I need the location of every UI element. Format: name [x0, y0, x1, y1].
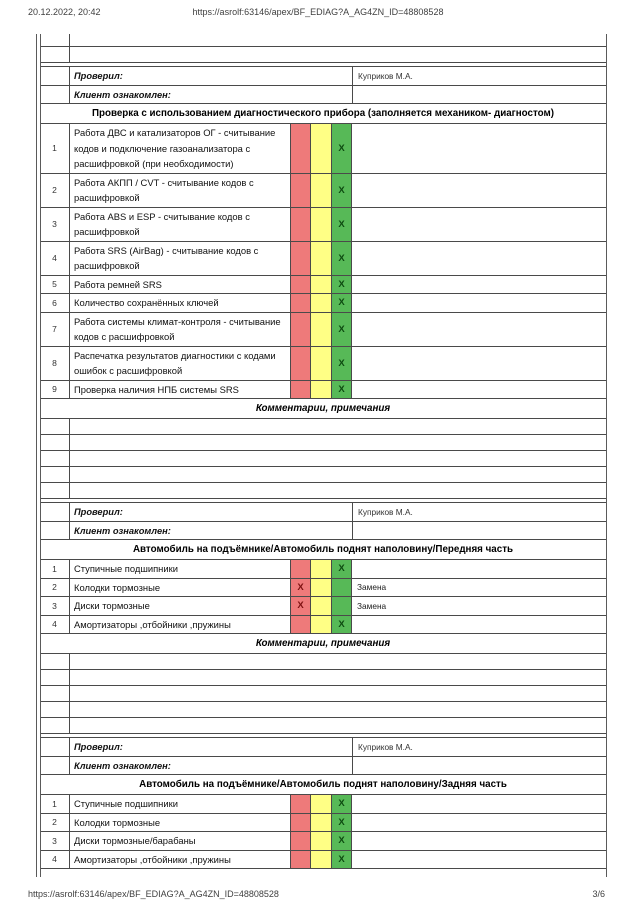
status-cell-yellow: [311, 381, 332, 399]
status-cell-red: [291, 347, 311, 380]
row-note: Замена: [357, 600, 387, 611]
status-cell-yellow: [311, 294, 332, 312]
status-cell-yellow: [311, 313, 332, 346]
print-header-url: https://asrolf:63146/apex/BF_EDIAG?A_AG4ZN_ID=48808528: [192, 7, 444, 17]
status-cell-green: [332, 597, 352, 615]
row-number: 2: [40, 174, 70, 207]
row-number: 3: [40, 597, 70, 615]
status-cell-yellow: [311, 597, 332, 615]
checked-by-label: Проверил:: [70, 738, 353, 756]
page-indicator: 3/6: [592, 889, 605, 899]
client-informed-label: Клиент ознакомлен:: [70, 86, 353, 103]
comment-row: [40, 466, 606, 482]
checklist-row: [40, 346, 606, 380]
checklist-row: [40, 293, 606, 312]
status-cell-green: X: [332, 560, 352, 578]
row-note: [352, 242, 606, 275]
checklist-row: [40, 207, 606, 241]
status-cell-red: [291, 124, 311, 173]
row-label: Диски тормозные: [70, 597, 291, 615]
status-cell-green: X: [332, 124, 352, 173]
status-cell-yellow: [311, 347, 332, 380]
row-number: 2: [40, 579, 70, 597]
row-note: [352, 174, 606, 207]
row-number: 1: [40, 124, 70, 173]
row-note: [352, 347, 606, 380]
row-number: 3: [40, 832, 70, 850]
row-number: 3: [40, 208, 70, 241]
checklist-row: [40, 794, 606, 813]
status-cell-red: [291, 174, 311, 207]
row-note: [352, 814, 606, 832]
comment-row: [40, 717, 606, 733]
checked-by-label: Проверил:: [70, 67, 353, 85]
section-header: [40, 774, 606, 794]
status-cell-yellow: [311, 832, 332, 850]
status-cell-red: [291, 851, 311, 869]
row-note: [352, 124, 606, 173]
checklist-row: [40, 275, 606, 294]
row-note: [352, 832, 606, 850]
sign-row-checked: [40, 67, 606, 85]
sign-row-client: [40, 756, 606, 774]
row-label: Работа системы климат-контроля - считывание кодов с расшифровкой: [70, 313, 291, 346]
print-header-datetime: 20.12.2022, 20:42: [28, 7, 101, 17]
sign-row-checked: [40, 738, 606, 756]
status-cell-red: [291, 242, 311, 275]
row-number: 7: [40, 313, 70, 346]
status-cell-red: [291, 294, 311, 312]
comments-header: [40, 398, 606, 418]
status-cell-red: [291, 560, 311, 578]
row-label: Колодки тормозные: [70, 579, 291, 597]
section-title: Автомобиль на подъёмнике/Автомобиль поднят наполовину/Передняя часть: [132, 544, 514, 555]
row-note: Замена: [357, 582, 387, 593]
checklist-row: [40, 578, 606, 597]
status-cell-yellow: [311, 579, 332, 597]
comment-row: [40, 701, 606, 717]
sign-row-client: [40, 85, 606, 103]
section-diagnostics: [40, 66, 606, 499]
status-cell-red: X: [291, 597, 311, 615]
carryover-row: [40, 34, 606, 46]
row-note: [352, 851, 606, 869]
row-label: Диски тормозные/барабаны: [70, 832, 291, 850]
client-informed-value: [353, 522, 606, 539]
row-label: Проверка наличия НПБ системы SRS: [70, 381, 291, 399]
checklist-row: [40, 241, 606, 275]
comment-row: [40, 653, 606, 669]
row-label: Работа SRS (AirBag) - считывание кодов с расшифровкой: [70, 242, 291, 275]
row-label: Колодки тормозные: [70, 814, 291, 832]
status-cell-green: X: [332, 381, 352, 399]
status-cell-yellow: [311, 795, 332, 813]
status-cell-yellow: [311, 851, 332, 869]
section-front-axle: [40, 502, 606, 734]
status-cell-green: X: [332, 313, 352, 346]
status-cell-green: [332, 579, 352, 597]
status-cell-yellow: [311, 208, 332, 241]
checklist-row: [40, 173, 606, 207]
row-number: 8: [40, 347, 70, 380]
checklist-row: [40, 615, 606, 634]
comments-header: [40, 633, 606, 653]
status-cell-red: [291, 381, 311, 399]
row-note: [352, 560, 606, 578]
status-cell-green: X: [332, 795, 352, 813]
inner-left-rail: [40, 34, 41, 877]
row-label: Количество сохранённых ключей: [70, 294, 291, 312]
status-cell-green: X: [332, 208, 352, 241]
status-cell-yellow: [311, 242, 332, 275]
checklist-row: [40, 559, 606, 578]
row-note: [352, 313, 606, 346]
row-note: [352, 795, 606, 813]
status-cell-green: X: [332, 294, 352, 312]
section-title: Проверка с использованием диагностического прибора (заполняется механиком- диагностом): [91, 108, 555, 119]
status-cell-yellow: [311, 124, 332, 173]
status-cell-green: X: [332, 174, 352, 207]
row-number: 5: [40, 276, 70, 294]
status-cell-green: X: [332, 832, 352, 850]
checklist-row: [40, 380, 606, 399]
checked-by-label: Проверил:: [70, 503, 353, 521]
print-footer-url: https://asrolf:63146/apex/BF_EDIAG?A_AG4ZN_ID=48808528: [28, 889, 279, 899]
carryover-block: [40, 34, 606, 63]
row-label: Работа ремней SRS: [70, 276, 291, 294]
status-cell-red: [291, 313, 311, 346]
row-label: Ступичные подшипники: [70, 560, 291, 578]
print-header: [0, 0, 636, 34]
comment-row: [40, 434, 606, 450]
status-cell-green: X: [332, 242, 352, 275]
status-cell-yellow: [311, 560, 332, 578]
status-cell-green: X: [332, 347, 352, 380]
checked-by-value: Куприков М.А.: [358, 507, 413, 517]
section-rear-axle: [40, 737, 606, 869]
status-cell-yellow: [311, 616, 332, 634]
status-cell-red: X: [291, 579, 311, 597]
row-number: 4: [40, 616, 70, 634]
table-continuation-stub: [36, 869, 607, 877]
checklist-row: [40, 831, 606, 850]
checked-by-value: Куприков М.А.: [358, 742, 413, 752]
client-informed-value: [353, 757, 606, 774]
status-cell-red: [291, 616, 311, 634]
row-note: [352, 208, 606, 241]
row-label: Работа АКПП / CVT - считывание кодов с расшифровкой: [70, 174, 291, 207]
checklist-row: [40, 123, 606, 173]
row-label: Ступичные подшипники: [70, 795, 291, 813]
client-informed-label: Клиент ознакомлен:: [70, 757, 353, 774]
status-cell-green: X: [332, 616, 352, 634]
section-header: [40, 539, 606, 559]
comments-title: Комментарии, примечания: [255, 403, 391, 414]
sign-row-client: [40, 521, 606, 539]
row-note: [352, 276, 606, 294]
right-rail: [606, 34, 607, 877]
status-cell-red: [291, 208, 311, 241]
row-label: Амортизаторы ,отбойники ,пружины: [70, 616, 291, 634]
status-cell-red: [291, 832, 311, 850]
row-number: 1: [40, 795, 70, 813]
client-informed-label: Клиент ознакомлен:: [70, 522, 353, 539]
comment-row: [40, 482, 606, 498]
row-label: Работа ДВС и катализаторов ОГ - считывание кодов и подключение газоанализатора с расшифровкой (при необходимости): [70, 124, 291, 173]
comments-title: Комментарии, примечания: [255, 638, 391, 649]
row-note: [352, 381, 606, 399]
row-number: 1: [40, 560, 70, 578]
comment-row: [40, 450, 606, 466]
row-note: [352, 294, 606, 312]
status-cell-yellow: [311, 276, 332, 294]
row-number: 6: [40, 294, 70, 312]
print-footer: [0, 889, 636, 899]
status-cell-red: [291, 795, 311, 813]
comment-row: [40, 685, 606, 701]
status-cell-green: X: [332, 276, 352, 294]
row-number: 4: [40, 851, 70, 869]
row-label: Распечатка результатов диагностики с кодами ошибок с расшифровкой: [70, 347, 291, 380]
row-label: Амортизаторы ,отбойники ,пружины: [70, 851, 291, 869]
checklist-row: [40, 312, 606, 346]
status-cell-green: X: [332, 851, 352, 869]
row-note: [352, 616, 606, 634]
row-number: 9: [40, 381, 70, 399]
row-number: 2: [40, 814, 70, 832]
status-cell-red: [291, 276, 311, 294]
status-cell-yellow: [311, 814, 332, 832]
comment-row: [40, 669, 606, 685]
section-header: [40, 103, 606, 123]
checked-by-value: Куприков М.А.: [358, 71, 413, 81]
document-sheet: [36, 34, 607, 877]
row-label: Работа ABS и ESP - считывание кодов с расшифровкой: [70, 208, 291, 241]
client-informed-value: [353, 86, 606, 103]
status-cell-red: [291, 814, 311, 832]
status-cell-yellow: [311, 174, 332, 207]
comment-row: [40, 418, 606, 434]
carryover-row: [40, 46, 606, 62]
sign-row-checked: [40, 503, 606, 521]
checklist-row: [40, 850, 606, 869]
row-number: 4: [40, 242, 70, 275]
checklist-row: [40, 813, 606, 832]
section-title: Автомобиль на подъёмнике/Автомобиль поднят наполовину/Задняя часть: [139, 779, 507, 790]
status-cell-green: X: [332, 814, 352, 832]
outer-left-rail: [36, 34, 37, 877]
checklist-row: [40, 596, 606, 615]
